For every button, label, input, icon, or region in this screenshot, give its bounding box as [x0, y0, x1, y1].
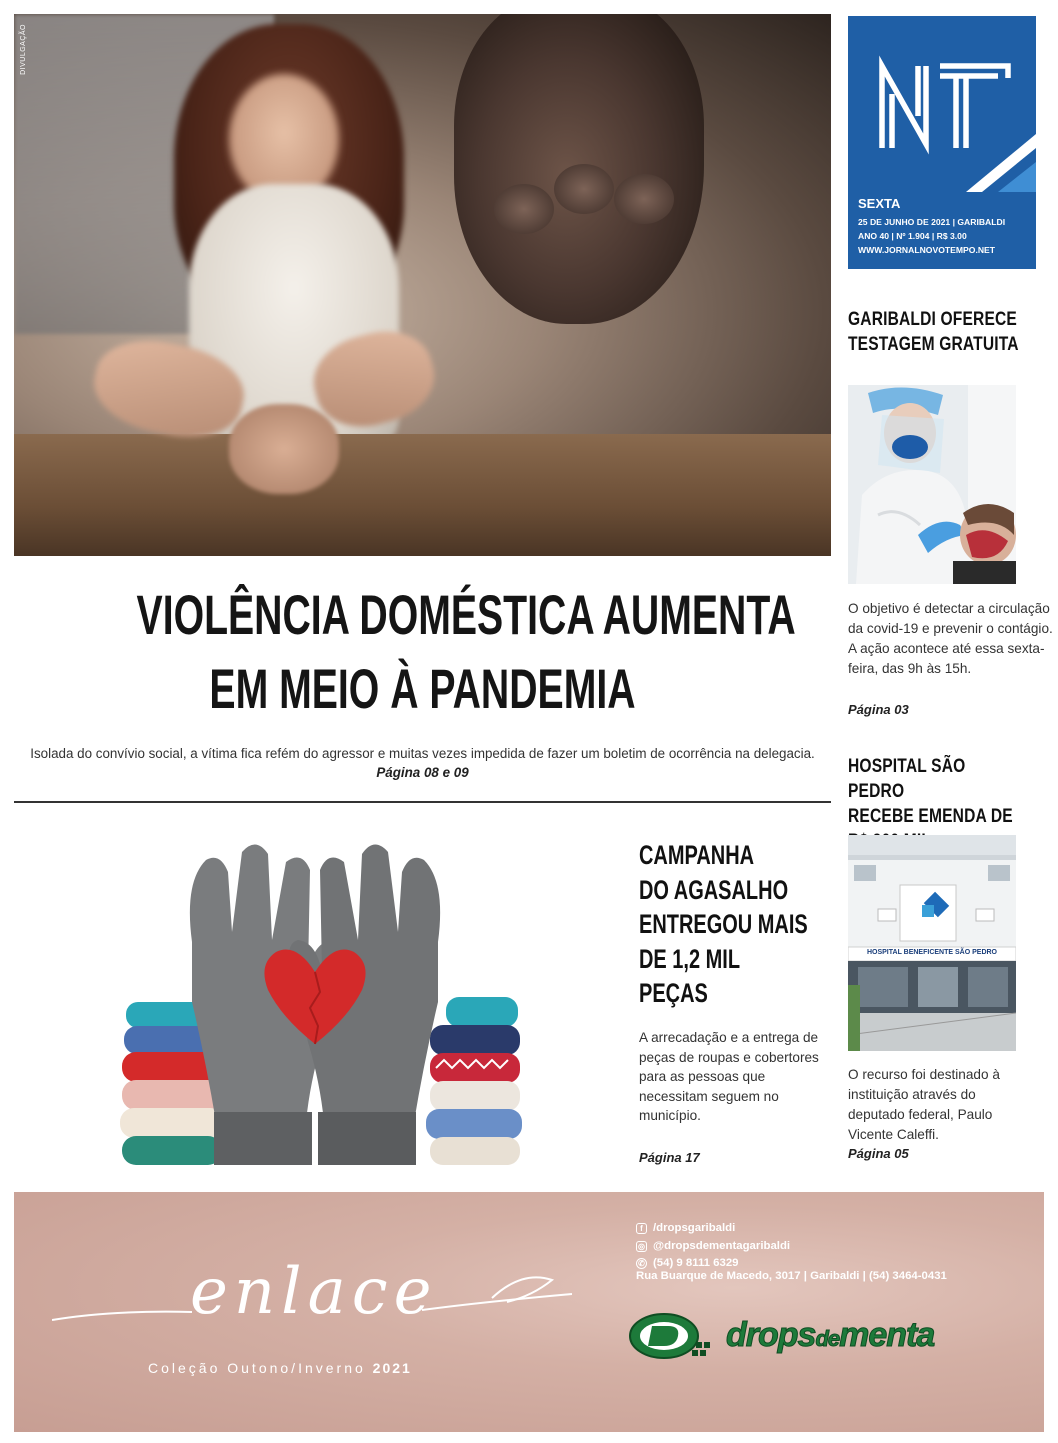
edition-date: 25 DE JUNHO DE 2021 | GARIBALDI: [858, 217, 1006, 227]
facebook-icon: f: [636, 1223, 647, 1234]
headline-line: HOSPITAL SÃO PEDRO: [848, 756, 966, 802]
drops-de-menta-ad[interactable]: [14, 1192, 1044, 1432]
headline-line: DO AGASALHO: [639, 874, 789, 905]
facebook-handle: /dropsgaribaldi: [653, 1222, 736, 1234]
gloves-heart-illustration: [96, 822, 534, 1165]
covid-test-illustration: [848, 385, 1016, 584]
gloves-heart-photo: [96, 822, 534, 1165]
edition-day: SEXTA: [858, 196, 901, 211]
store-address: Rua Buarque de Macedo, 3017 | Garibaldi | (54) 3464-0431: [636, 1270, 947, 1282]
campaign-headline[interactable]: [639, 838, 808, 1011]
instagram-handle: @dropsdementagaribaldi: [653, 1239, 791, 1252]
hero-photo: [14, 14, 831, 556]
side-story-2-body: O recurso foi destinado à instituição através do deputado federal, Paulo Vicente Caleffi.: [848, 1067, 1000, 1142]
covid-test-photo: [848, 385, 1016, 584]
photo-credit: DIVULGAÇÃO: [20, 24, 27, 75]
website-link[interactable]: WWW.JORNALNOVOTEMPO.NET: [858, 245, 996, 255]
headline-line: CAMPANHA: [639, 840, 755, 870]
knuckle: [494, 184, 554, 234]
headline-line: ENTREGOU MAIS: [639, 909, 808, 939]
hospital-photo: [848, 835, 1016, 1051]
brand-word-2: de: [815, 1326, 840, 1351]
whatsapp-icon: ✆: [636, 1258, 647, 1269]
main-story-page-ref[interactable]: Página 08 e 09: [376, 765, 469, 780]
wooden-table: [14, 434, 831, 556]
side-story-1-body: O objetivo é detectar a circulação da covid-19 e prevenir o contágio. A ação acontece até essa sexta-feira, das 9h às 15h.: [848, 601, 1053, 676]
collection-year: 2021: [372, 1360, 412, 1376]
collection-text: Coleção Outono/Inverno: [148, 1360, 366, 1376]
drops-de-menta-wordmark: [726, 1316, 934, 1355]
knuckle: [614, 174, 674, 224]
section-divider: [14, 801, 831, 803]
clenched-fist: [454, 14, 704, 324]
ad-contacts: [636, 1220, 790, 1273]
facebook-row[interactable]: [636, 1220, 790, 1238]
masthead[interactable]: [848, 16, 1036, 269]
drops-de-menta-logo: [626, 1302, 1026, 1372]
hospital-sign: HOSPITAL BENEFICENTE SÃO PEDRO: [866, 949, 998, 956]
brand-word-1: drops: [726, 1316, 816, 1354]
whatsapp-number: (54) 9 8111 6329: [653, 1257, 739, 1269]
headline-line: DE 1,2 MIL: [639, 943, 741, 974]
knuckle: [554, 164, 614, 214]
edition-number: ANO 40 | Nº 1.904 | R$ 3.00: [858, 231, 967, 241]
main-story-lead: [14, 746, 831, 780]
headline-line: GARIBALDI OFERECE: [848, 309, 1017, 330]
instagram-icon: ◎: [636, 1241, 647, 1252]
lead-text: Isolada do convívio social, a vítima fica refém do agressor e muitas vezes impedida de fazer um boletim de ocorrência na delegacia.: [30, 746, 815, 761]
headline-line: VIOLÊNCIA DOMÉSTICA AUMENTA: [136, 583, 796, 646]
side-story-2-page-ref[interactable]: Página 05: [848, 1146, 909, 1161]
headline-line: PEÇAS: [639, 978, 708, 1008]
drops-emblem-icon: [626, 1302, 718, 1372]
instagram-row[interactable]: [636, 1238, 790, 1256]
nt-logo: [848, 16, 1036, 192]
campaign-page-ref[interactable]: Página 17: [639, 1150, 700, 1165]
side-story-1-page-ref[interactable]: Página 03: [848, 702, 909, 717]
campaign-body: A arrecadação e a entrega de peças de roupas e cobertores para as pessoas que necessitam seguem no município.: [639, 1030, 819, 1123]
main-headline[interactable]: [14, 578, 831, 726]
enlace-script-text: enlace: [190, 1255, 438, 1329]
brand-word-3: menta: [839, 1316, 935, 1354]
hospital-illustration: [848, 835, 1016, 1051]
side-story-1-headline[interactable]: [848, 307, 1019, 357]
headline-line: EM MEIO À PANDEMIA: [209, 657, 636, 720]
clasped-hands: [229, 404, 339, 494]
collection-label: [148, 1360, 412, 1376]
headline-line: RECEBE EMENDA DE: [848, 806, 1013, 827]
headline-line: TESTAGEM GRATUITA: [848, 334, 1019, 355]
